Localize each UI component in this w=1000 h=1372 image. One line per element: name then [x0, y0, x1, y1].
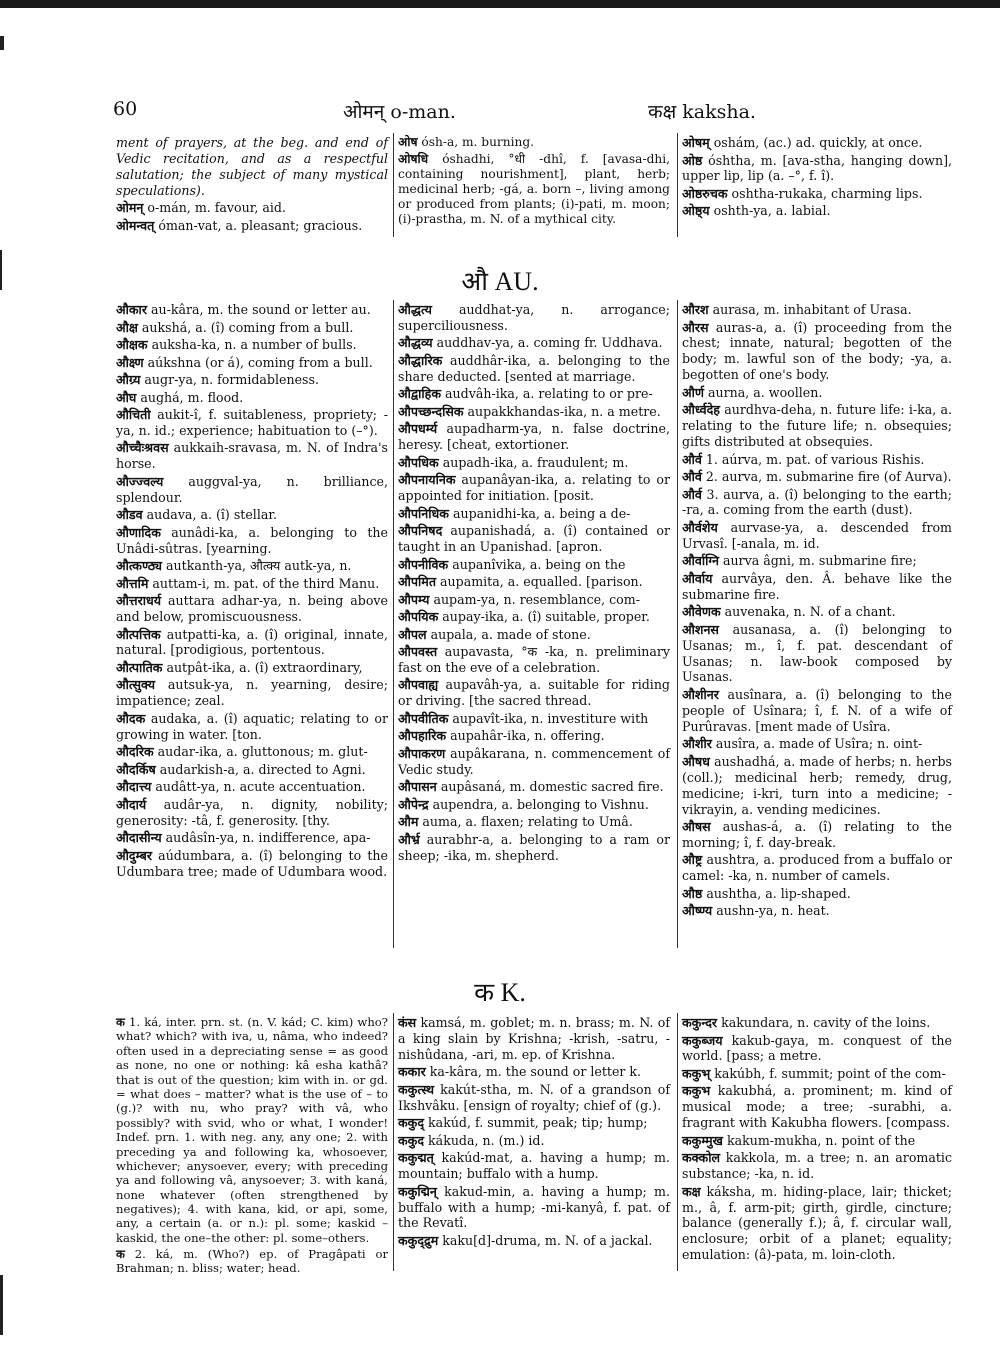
page-number: 60 — [113, 98, 138, 120]
entry: और्भ्र aurabhr-a, a. belonging to a ram or sheep; -ika, m. shepherd. — [398, 831, 670, 863]
block3-column-3 — [682, 1015, 952, 1265]
entry: औत्पातिक autpât-ika, a. (î) extraordinary, — [116, 659, 363, 675]
entry: औपासन aupâsaná, m. domestic sacred fire. — [398, 779, 664, 795]
headword: औशीनर — [682, 686, 719, 702]
binding-mark — [0, 36, 4, 50]
entry: औद्धारिक auddhâr-ika, a. belonging to the share deducted. [sented at marriage. — [398, 352, 670, 384]
headword: औदासीन्य — [116, 830, 162, 846]
headword: औत्कण्ठ्य — [116, 558, 163, 574]
entry: औपल aupala, a. made of stone. — [398, 626, 591, 642]
headword: औत्पातिक — [116, 659, 163, 675]
headword: औपनीविक — [398, 556, 449, 572]
headword: ककुभ — [682, 1083, 711, 1099]
headword: और्ण — [682, 384, 704, 400]
entry: और्वशेय aurvase-ya, a. descended from Urvasî. [-anala, m. id. — [682, 519, 952, 551]
entry: ककुम्मुख kakum-mukha, n. point of the — [682, 1132, 916, 1148]
entry: ककुन्दर kakundara, n. cavity of the loins. — [682, 1015, 931, 1030]
binding-mark — [0, 1275, 3, 1335]
headword: औपासन — [398, 779, 437, 795]
entry: औक्ष aukshá, a. (î) coming from a bull. — [116, 319, 354, 335]
entry: औदर्किष audarkish-a, a. directed to Agni. — [116, 761, 366, 777]
entry: औत्सुक्य autsuk-ya, n. yearning, desire; impatience; zeal. — [116, 677, 388, 709]
headword: औपधर्म्य — [398, 421, 438, 437]
headword: ककार — [398, 1064, 426, 1080]
block2-column-3 — [682, 302, 952, 921]
entry: औत्तराधर्य auttara adhar-ya, n. being above and below, promiscuousness. — [116, 593, 388, 625]
headword: औपधिक — [398, 454, 439, 470]
headword: औरस — [682, 319, 709, 335]
headword: औष्ण्य — [682, 903, 713, 919]
headword: कक्कोल — [682, 1150, 721, 1166]
entry: औम auma, a. flaxen; relating to Umâ. — [398, 814, 633, 830]
headword: औणादिक — [116, 524, 161, 540]
entry: औपहारिक aupahâr-ika, n. offering. — [398, 728, 605, 744]
entry: औपवाह्य aupavâh-ya, a. suitable for riding or driving. [the sacred thread. — [398, 677, 670, 709]
section-heading-k: क K. — [474, 978, 526, 1007]
headword: क — [116, 1246, 125, 1261]
headword: ककुद्मत् — [398, 1150, 434, 1166]
entry: औद्धव्य auddhav-ya, a. coming fr. Uddhava. — [398, 335, 663, 351]
block2-column-2 — [398, 302, 670, 865]
entry: औणादिक aunâdi-ka, a. belonging to the Unâdi-sûtras. [yearning. — [116, 524, 388, 556]
headword: औपल — [398, 626, 427, 642]
entry: औशनस ausanasa, a. (î) belonging to Usanas; m., î, f. pat. descendant of Usanas; n. law-book composed by Usanas. — [682, 621, 952, 685]
entry: कक्कोल kakkola, m. a tree; n. an aromatic substance; -ka, n. id. — [682, 1150, 952, 1182]
headword: औद्वाहिक — [398, 386, 442, 402]
entry: और्व 2. aurva, m. submarine fire (of Aurva). — [682, 469, 952, 485]
block1-column-3 — [682, 135, 952, 221]
entry: औदासीन्य audâsîn-ya, n. indifference, apa- — [116, 830, 371, 846]
entry: औत्पत्तिक autpatti-ka, a. (î) original, innate, natural. [prodigious, portentous. — [116, 626, 388, 658]
entry: और्ध्वदेह aurdhva-deha, n. future life: i-ka, a. relating to the future life; n. obsequies; gifts distributed at obsequies. — [682, 402, 952, 450]
entry: औषस aushas-á, a. (î) relating to the morning; î, f. day-break. — [682, 819, 952, 850]
headword: औच्चैःश्रवस — [116, 440, 169, 456]
entry: ककुद्मत् kakúd-mat, a. having a hump; m. mountain; buffalo with a hump. — [398, 1150, 670, 1182]
headword: औपनिधिक — [398, 505, 449, 521]
entry: औच्चैःश्रवस aukkaih-sravasa, m. N. of Indra's horse. — [116, 440, 388, 472]
entry: और्वाग्नि aurva âgni, m. submarine fire; — [682, 553, 917, 569]
entry: औग्र्य augr-ya, n. formidableness. — [116, 372, 319, 387]
column-rule — [677, 1013, 678, 1271]
headword: ओमन्वत् — [116, 217, 155, 233]
top-scan-border — [0, 0, 1000, 8]
entry: औदुम्बर aúdumbara, a. (î) belonging to the Udumbara tree; made of Udumbara wood. — [116, 847, 388, 879]
headword: औपवाह्य — [398, 677, 439, 693]
headword: औद्धव्य — [398, 335, 433, 351]
block3-column-2 — [398, 1015, 670, 1250]
column-rule — [677, 133, 678, 237]
headword: और्ध्वदेह — [682, 402, 720, 418]
headword: औपनायनिक — [398, 472, 456, 488]
entry: ment of prayers, at the beg. and end of Vedic recitation, and as a respectful salutation; the subject of many mystical speculations). — [116, 135, 388, 198]
entry: ककुब्जय kakub-gaya, m. conquest of the world. [pass; a metre. — [682, 1032, 952, 1064]
entry: और्व 3. aurva, a. (î) belonging to the earth; -ra, a. coming from the earth (dust). — [682, 486, 952, 518]
headword: औक्षक — [116, 337, 148, 352]
headword: ओष्ठ्य — [682, 203, 710, 219]
left-guide-word: ओमन् o-man. — [343, 101, 456, 123]
entry: औपनिधिक aupanidhi-ka, a. being a de- — [398, 505, 631, 521]
headword: औम — [398, 814, 419, 830]
headword: ओषधि — [398, 151, 429, 166]
entry: ओमन्वत् óman-vat, a. pleasant; gracious. — [116, 217, 363, 233]
entry: औकार au-kâra, m. the sound or letter au. — [116, 302, 371, 317]
entry: ककार ka-kâra, m. the sound or letter k. — [398, 1064, 642, 1080]
headword: औपवीतिक — [398, 710, 449, 726]
entry: औपनायनिक aupanâyan-ika, a. relating to or appointed for initiation. [posit. — [398, 472, 670, 504]
entry: ककुभ kakubhá, a. prominent; m. kind of musical mode; a tree; -surabhi, a. fragrant with Kakubha flowers. [compass. — [682, 1083, 952, 1131]
entry: औशीनर ausînara, a. (î) belonging to the people of Usînara; î, f. N. of a wife of Purûravas. [ment made of Usîra. — [682, 686, 952, 734]
entry: कक्ष káksha, m. hiding-place, lair; thicket; m., â, f. arm-pit; girth, girdle, cincture; balance (generally f.); â, f. circular wall, enclosure; orbit of a planet; equality; emulation: (â)-pata, m. loin-cloth. — [682, 1183, 952, 1263]
entry: औघ aughá, m. flood. — [116, 389, 244, 405]
headword: औरश — [682, 302, 709, 317]
headword: औपेन्द्र — [398, 796, 429, 812]
entry: ककुद्द्रुम kaku[d]-druma, m. N. of a jackal. — [398, 1232, 653, 1248]
entry: औवेणक auvenaka, n. N. of a chant. — [682, 604, 896, 620]
headword: और्भ्र — [398, 831, 420, 847]
entry: और्व 1. aúrva, m. pat. of various Rishis. — [682, 451, 925, 467]
headword: औकार — [116, 302, 147, 317]
entry: क 1. ká, inter. prn. st. (n. V. kád; C. kim) who? what? which? with iva, u, nâma, who indeed? often used in a depreciating sense = as good as none, no one or nothing: kâ esha kathâ? that is out of the question; kim with in. or gd. = what does – matter? what is the use of – to (g.)? with nu, who pray? with vâ, who possibly? with svid, who or what, I wonder! Indef. prn. 1. with neg. any, any one; 2. with preceding ya and following ka, whosoever, whichever; anysoever, every; with preceding ya and following vâ, anysoever; 3. with kaná, none whatever (often strengthened by negatives); 4. with kana, kid, or api, some, any, a certain (a. or n.): pl. some; kaskid – kaskid, the one–the other: pl. some–others. — [116, 1015, 388, 1245]
entry: औपधर्म्य aupadharm-ya, n. false doctrine, heresy. [cheat, extortioner. — [398, 421, 670, 453]
entry: औचिती aukit-î, f. suitableness, propriety; -ya, n. id.; experience; habituation to (–°). — [116, 407, 388, 438]
headword: औत्तमि — [116, 575, 149, 591]
headword: ओष्ठ — [682, 152, 703, 168]
entry: कंस kamsá, m. goblet; m. n. brass; m. N. of a king slain by Krishna; -krish, -satru, -nishûdana, -ari, m. ep. of Krishna. — [398, 1015, 670, 1062]
entry: और्ण aurna, a. woollen. — [682, 384, 823, 400]
entry: औक्ष्ण aúkshna (or á), coming from a bull. — [116, 354, 373, 370]
headword: और्वाय — [682, 570, 713, 586]
headword: औत्तराधर्य — [116, 593, 162, 609]
headword: ककुम्मुख — [682, 1132, 723, 1148]
headword: औचिती — [116, 407, 151, 422]
entry: औपवस्त aupavasta, °क -ka, n. preliminary fast on the eve of a celebration. — [398, 644, 670, 675]
block3-column-1 — [116, 1015, 388, 1277]
entry: औपच्छन्दसिक aupakkhandas-ika, n. a metre. — [398, 403, 661, 419]
entry: औष्ट्र aushtra, a. produced from a buffalo or camel: -ka, n. number of camels. — [682, 852, 952, 884]
headword: औदरिक — [116, 744, 154, 760]
headword: औत्पत्तिक — [116, 626, 161, 642]
headword: औदक — [116, 710, 146, 726]
entry: औष्ण्य aushn-ya, n. heat. — [682, 903, 830, 919]
entry: औपाकरण aupâkarana, n. commencement of Vedic study. — [398, 745, 670, 777]
entry: औपमित aupamita, a. equalled. [parison. — [398, 574, 643, 590]
headword: औशीर — [682, 736, 712, 752]
headword: औक्ष — [116, 319, 138, 335]
entry: ओष्ठ óshtha, m. [ava-stha, hanging down], upper lip, lip (a. –°, f. î). — [682, 152, 952, 184]
headword: ओमन् — [116, 200, 144, 216]
headword: ओष्ठरुचक — [682, 185, 728, 201]
entry: ओमन् o-mán, m. favour, aid. — [116, 200, 286, 216]
block1-column-2 — [398, 135, 670, 229]
entry: औत्कण्ठ्य autkanth-ya, औत्क्य autk-ya, n. — [116, 558, 352, 574]
entry: ककुत्स्थ kakút-stha, m. N. of a grandson of Ikshvâku. [ensign of royalty; chief of (g.). — [398, 1081, 670, 1113]
headword: औष्ट्र — [682, 852, 703, 868]
headword: ककुभ् — [682, 1065, 711, 1081]
entry: क 2. ká, m. (Who?) ep. of Pragâpati or Brahman; n. bliss; water; head. — [116, 1246, 388, 1276]
entry: औद्वाहिक audvâh-ika, a. relating to or pre- — [398, 386, 653, 402]
headword: औपम्य — [398, 591, 430, 607]
entry: औषध aushadhá, a. made of herbs; n. herbs (coll.); medicinal herb; remedy, drug, medicine; i-kri, turn into a medicine; -vikrayin, a. vending medicines. — [682, 753, 952, 817]
entry: औष्ठ aushtha, a. lip-shaped. — [682, 885, 851, 901]
entry: ककुद्मिन् kakud-min, a. having a hump; m. buffalo with a hump; -mi-kanyâ, f. pat. of the Revatî. — [398, 1183, 670, 1231]
headword: ककुद — [398, 1132, 425, 1148]
entry: औपनीविक aupanîvika, a. being on the — [398, 556, 626, 572]
section-heading-au: औ AU. — [461, 267, 539, 296]
entry: ओष ósh-a, m. burning. — [398, 135, 535, 149]
headword: और्व — [682, 486, 702, 502]
entry: औपनिषद aupanishadá, a. (î) contained or taught in an Upanishad. [apron. — [398, 523, 670, 555]
headword: औदुम्बर — [116, 847, 153, 863]
column-rule — [393, 1013, 394, 1271]
headword: औपमित — [398, 574, 437, 590]
headword: औवेणक — [682, 604, 721, 620]
entry: औदक audaka, a. (î) aquatic; relating to or growing in water. [ton. — [116, 710, 388, 742]
entry: औडव audava, a. (î) stellar. — [116, 507, 277, 523]
entry: ककुद् kakúd, f. summit, peak; tip; hump; — [398, 1115, 648, 1131]
headword: औदर्किष — [116, 761, 156, 777]
headword: औपाकरण — [398, 745, 446, 761]
entry: औदात्त्य audâtt-ya, n. acute accentuation. — [116, 779, 366, 795]
entry: औद्धत्य auddhat-ya, n. arrogance; superciliousness. — [398, 302, 670, 333]
headword: औद्धत्य — [398, 302, 432, 317]
block2-column-1 — [116, 302, 388, 881]
headword: ककुत्स्थ — [398, 1081, 435, 1097]
headword: और्व — [682, 451, 702, 467]
headword: क — [116, 1015, 125, 1029]
headword: और्व — [682, 469, 702, 485]
entry: ककुद kákuda, n. (m.) id. — [398, 1132, 545, 1148]
headword: औष्ठ — [682, 885, 703, 901]
headword: औडव — [116, 507, 143, 523]
entry: औपधिक aupadh-ika, a. fraudulent; m. — [398, 454, 629, 470]
headword: औदार्य — [116, 796, 147, 812]
headword: ककुन्दर — [682, 1015, 718, 1030]
entry: औपयिक aupay-ika, a. (î) suitable, proper. — [398, 609, 650, 625]
entry: और्वाय aurvâya, den. Â. behave like the submarine fire. — [682, 570, 952, 602]
headword: ओषम् — [682, 135, 710, 150]
headword: कंस — [398, 1015, 417, 1030]
column-rule — [393, 133, 394, 237]
entry: ओष्ठ्य oshth-ya, a. labial. — [682, 203, 831, 219]
headword: औत्सुक्य — [116, 677, 156, 693]
entry: औरश aurasa, m. inhabitant of Urasa. — [682, 302, 912, 317]
headword: औपहारिक — [398, 728, 447, 744]
headword: ककुद् — [398, 1115, 425, 1131]
entry: ओषधि óshadhi, °धी -dhî, f. [avasa-dhi, containing nourishment], plant, herb; medicinal herb; -gá, a. born –, living among or produced from plants; (i)-pati, m. moon; (i)-prastha, m. N. of a mythical city. — [398, 151, 670, 227]
headword: और्वाग्नि — [682, 553, 719, 569]
column-rule — [677, 300, 678, 948]
headword: औग्र्य — [116, 372, 141, 387]
entry: औशीर ausîra, a. made of Usîra; n. oint- — [682, 736, 923, 752]
headword: ककुद्द्रुम — [398, 1232, 439, 1248]
headword: ककुद्मिन् — [398, 1183, 437, 1199]
entry: ओष्ठरुचक oshtha-rukaka, charming lips. — [682, 185, 923, 201]
headword: ओष — [398, 135, 418, 149]
entry: औरस auras-a, a. (î) proceeding from the chest; innate, natural; begotten of the body; m. lawful son of the body; -ya, a. begotten of one's body. — [682, 319, 952, 383]
headword: औदात्त्य — [116, 779, 152, 795]
headword: ककुब्जय — [682, 1032, 723, 1048]
headword: और्वशेय — [682, 519, 718, 535]
column-rule — [393, 300, 394, 948]
page-header — [113, 94, 943, 126]
headword: औपवस्त — [398, 644, 438, 660]
block1-column-1 — [116, 135, 388, 235]
headword: औज्ज्वल्य — [116, 473, 164, 489]
headword: औद्धारिक — [398, 352, 443, 368]
headword: औषध — [682, 753, 710, 769]
entry: ककुभ् kakúbh, f. summit; point of the com- — [682, 1065, 946, 1081]
entry: औदार्य audâr-ya, n. dignity, nobility; generosity: -tâ, f. generosity. [thy. — [116, 796, 388, 828]
entry: ओषम् oshám, (ac.) ad. quickly, at once. — [682, 135, 923, 150]
entry: औपेन्द्र aupendra, a. belonging to Vishnu. — [398, 796, 649, 812]
headword: औशनस — [682, 621, 719, 637]
entry: औपवीतिक aupavît-ika, n. investiture with — [398, 710, 649, 726]
right-guide-word: कक्ष kaksha. — [648, 101, 756, 123]
headword: औपनिषद — [398, 523, 443, 539]
entry: औज्ज्वल्य auggval-ya, n. brilliance, splendour. — [116, 473, 388, 505]
headword: औक्ष्ण — [116, 354, 144, 370]
entry: औपम्य aupam-ya, n. resemblance, com- — [398, 591, 640, 607]
entry: औदरिक audar-ika, a. gluttonous; m. glut- — [116, 744, 368, 760]
headword: औपच्छन्दसिक — [398, 403, 464, 419]
headword: औघ — [116, 389, 137, 405]
entry: औत्तमि auttam-i, m. pat. of the third Manu. — [116, 575, 380, 591]
headword: औषस — [682, 819, 711, 834]
entry: औक्षक auksha-ka, n. a number of bulls. — [116, 337, 357, 352]
headword: कक्ष — [682, 1183, 701, 1199]
headword: औपयिक — [398, 609, 439, 625]
